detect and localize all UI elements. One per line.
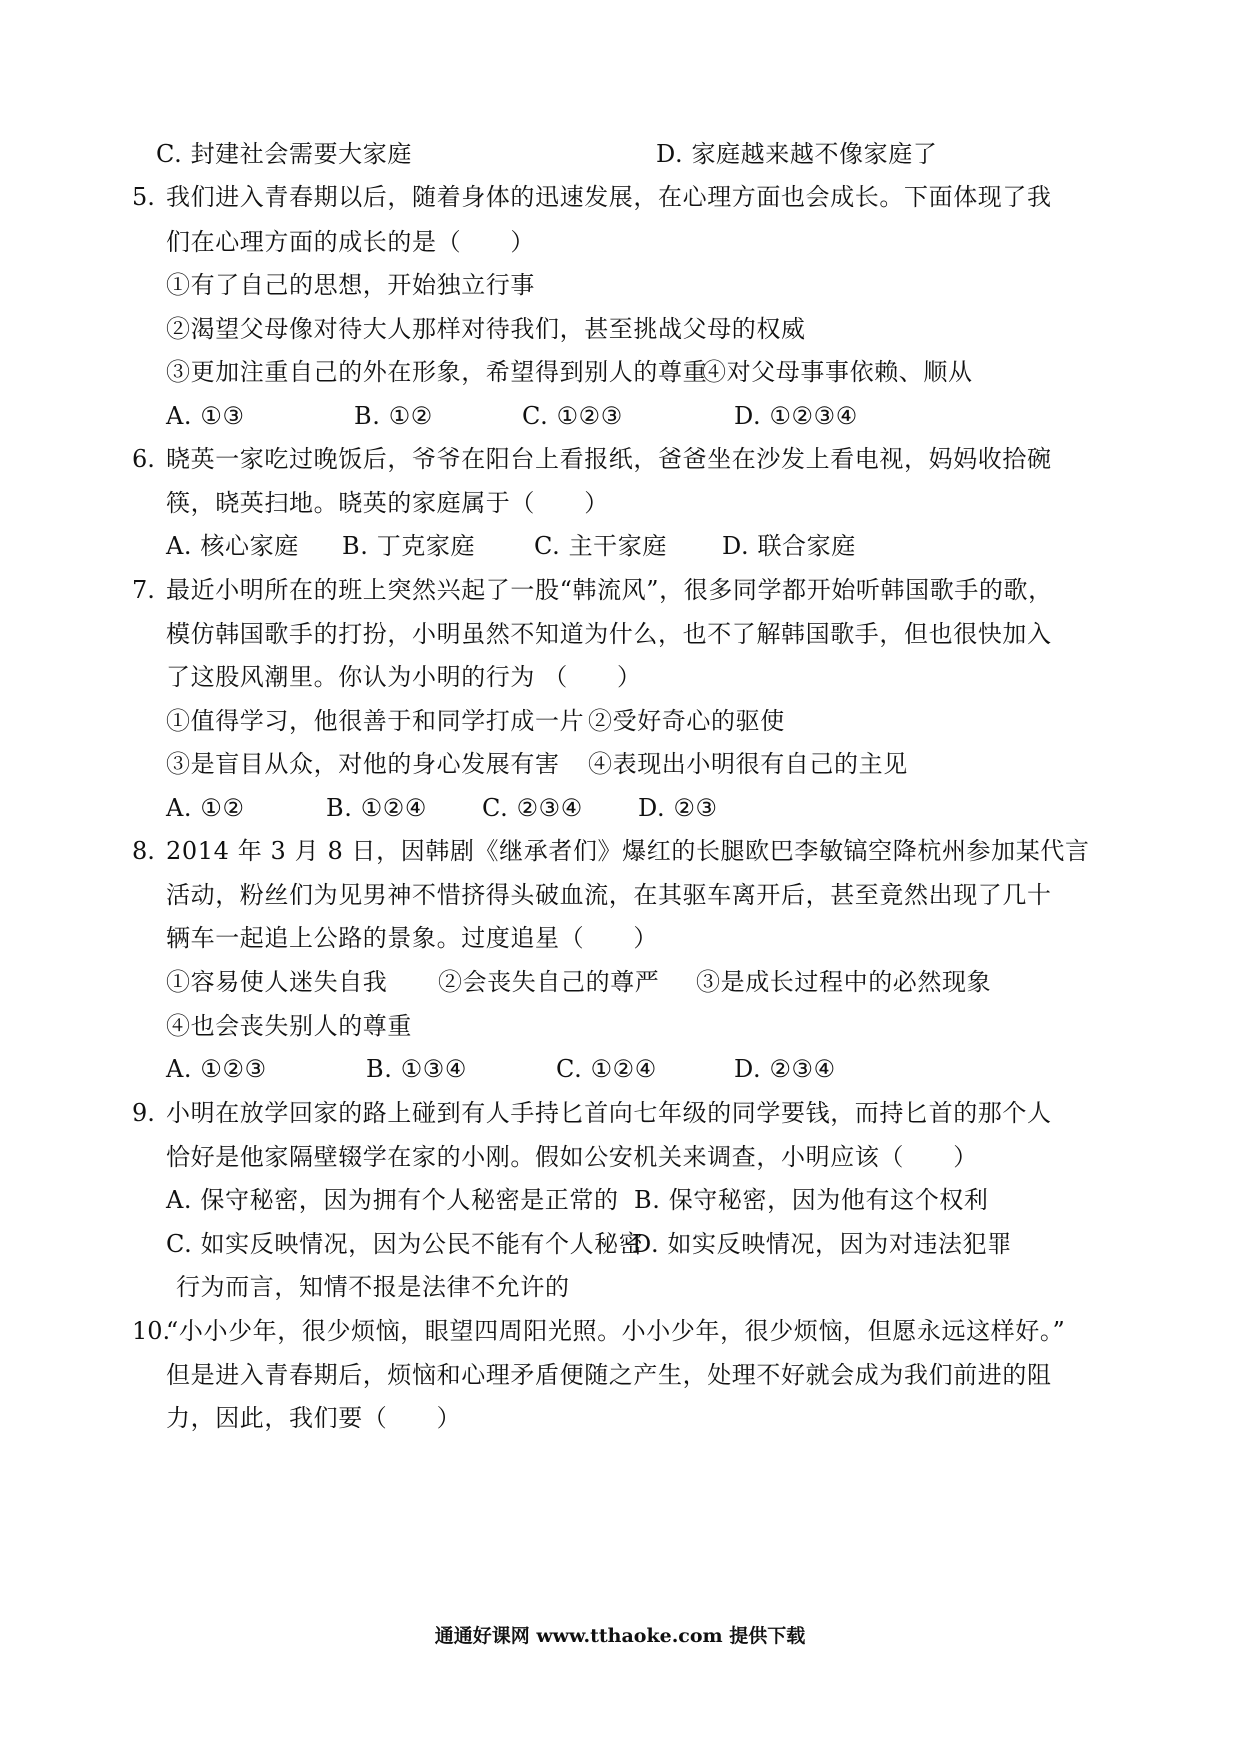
q8-item: ②会丧失自己的尊严: [438, 968, 660, 996]
q5-number: 5.: [132, 183, 155, 211]
q10-number: 10.: [132, 1317, 171, 1345]
q7-item: ④表现出小明很有自己的主见: [588, 750, 908, 778]
q6-option-c: C. 主干家庭: [534, 532, 667, 560]
q10-stem-line: 但是进入青春期后，烦恼和心理矛盾便随之产生，处理不好就会成为我们前进的阻: [166, 1361, 1052, 1389]
q5-item: ①有了自己的思想，开始独立行事: [166, 271, 535, 299]
q9-number: 9.: [132, 1099, 155, 1127]
q9-option-a: A. 保守秘密，因为拥有个人秘密是正常的: [166, 1186, 619, 1214]
q8-stem-line: 活动，粉丝们为见男神不惜挤得头破血流，在其驱车离开后，甚至竟然出现了几十: [166, 881, 1052, 909]
q9-option-b: B. 保守秘密，因为他有这个权利: [634, 1186, 989, 1214]
q9-option-d-continued: 行为而言，知情不报是法律不允许的: [176, 1273, 570, 1301]
q6-number: 6.: [132, 445, 155, 473]
q6-stem-line: 晓英一家吃过晚饭后，爷爷在阳台上看报纸，爸爸坐在沙发上看电视，妈妈收拾碗: [166, 445, 1052, 473]
q7-stem-line: 模仿韩国歌手的打扮，小明虽然不知道为什么，也不了解韩国歌手，但也很快加入: [166, 620, 1052, 648]
q7-number: 7.: [132, 576, 155, 604]
q8-option-d: D. ②③④: [734, 1055, 836, 1083]
q7-option-c: C. ②③④: [482, 794, 583, 822]
q8-stem-line: 辆车一起追上公路的景象。过度追星（ ）: [166, 924, 658, 952]
q5-option-a: A. ①③: [166, 402, 245, 430]
q7-option-a: A. ①②: [166, 794, 245, 822]
q8-number: 8.: [132, 837, 155, 865]
q8-stem-line: 2014 年 3 月 8 日，因韩剧《继承者们》爆红的长腿欧巴李敏镐空降杭州参加某代言: [166, 837, 1090, 865]
q9-stem-line: 小明在放学回家的路上碰到有人手持匕首向七年级的同学要钱，而持匕首的那个人: [166, 1099, 1052, 1127]
q7-item: ②受好奇心的驱使: [588, 707, 785, 735]
q7-item: ①值得学习，他很善于和同学打成一片: [166, 707, 585, 735]
q8-item: ④也会丧失别人的尊重: [166, 1012, 412, 1040]
q7-stem-line: 最近小明所在的班上突然兴起了一股“韩流风”，很多同学都开始听韩国歌手的歌，: [166, 576, 1053, 604]
q9-option-d: D. 如实反映情况，因为对违法犯罪: [632, 1230, 1012, 1258]
q6-stem-line: 筷，晓英扫地。晓英的家庭属于（ ）: [166, 489, 609, 517]
q9-option-c: C. 如实反映情况，因为公民不能有个人秘密: [166, 1230, 644, 1258]
q5-option-d: D. ①②③④: [734, 402, 858, 430]
q8-option-c: C. ①②④: [556, 1055, 657, 1083]
q7-stem-line: 了这股风潮里。你认为小明的行为 （ ）: [166, 663, 642, 691]
q5-item: ③更加注重自己的外在形象，希望得到别人的尊重: [166, 358, 708, 386]
q8-option-b: B. ①③④: [366, 1055, 468, 1083]
q7-option-b: B. ①②④: [326, 794, 428, 822]
q5-option-c: C. ①②③: [522, 402, 623, 430]
q8-item: ③是成长过程中的必然现象: [696, 968, 992, 996]
q5-option-b: B. ①②: [354, 402, 433, 430]
q9-stem-line: 恰好是他家隔壁辍学在家的小刚。假如公安机关来调查，小明应该（ ）: [166, 1143, 978, 1171]
q4-option-c: C. 封建社会需要大家庭: [156, 140, 412, 168]
q7-option-d: D. ②③: [638, 794, 718, 822]
q6-option-b: B. 丁克家庭: [342, 532, 476, 560]
q8-item: ①容易使人迷失自我: [166, 968, 388, 996]
q8-option-a: A. ①②③: [166, 1055, 267, 1083]
q5-item: ②渴望父母像对待大人那样对待我们，甚至挑战父母的权威: [166, 315, 806, 343]
q10-stem-line: “小小少年，很少烦恼，眼望四周阳光照。小小少年，很少烦恼，但愿永远这样好。”: [166, 1317, 1066, 1345]
page-footer: 通通好课网 www.tthaoke.com 提供下载: [434, 1625, 806, 1647]
q7-item: ③是盲目从众，对他的身心发展有害: [166, 750, 560, 778]
q5-stem-line: 们在心理方面的成长的是（ ）: [166, 228, 535, 256]
q5-stem-line: 我们进入青春期以后，随着身体的迅速发展，在心理方面也会成长。下面体现了我: [166, 183, 1052, 211]
q6-option-d: D. 联合家庭: [722, 532, 856, 560]
q5-item: ④对父母事事依赖、顺从: [702, 358, 973, 386]
q4-option-d: D. 家庭越来越不像家庭了: [656, 140, 938, 168]
q10-stem-line: 力，因此，我们要（ ）: [166, 1404, 462, 1432]
q6-option-a: A. 核心家庭: [166, 532, 299, 560]
